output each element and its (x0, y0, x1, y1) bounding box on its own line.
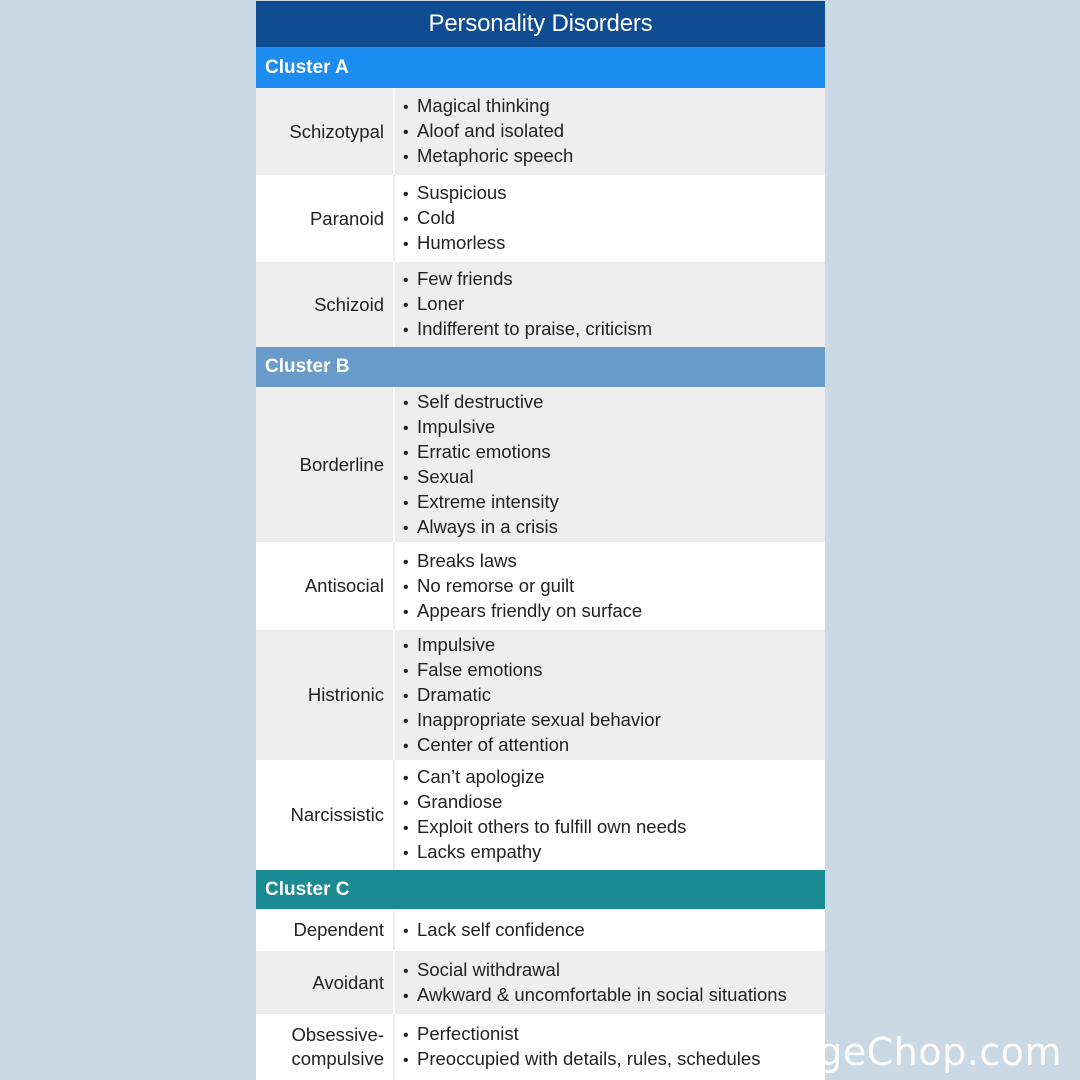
disorder-row-histrionic (256, 630, 825, 760)
disorder-row-paranoid (256, 175, 825, 262)
trait-item: • No remorse or guilt (403, 574, 575, 596)
disorder-name: Dependent (256, 909, 395, 951)
trait-item: • Self destructive (403, 390, 544, 412)
trait-item: • Lack self confidence (403, 918, 585, 940)
trait-item: • Metaphoric speech (403, 145, 574, 166)
disorder-row-obsessive-compulsive (256, 1014, 825, 1080)
trait-item: • Sexual (403, 465, 474, 487)
trait-item: • Impulsive (403, 633, 496, 655)
disorder-name: Schizotypal (256, 88, 395, 175)
disorder-row-borderline (256, 387, 825, 542)
cluster-b-label: Cluster B (265, 356, 350, 377)
personality-disorders-table (256, 1, 825, 1080)
disorder-row-schizoid (256, 262, 825, 347)
disorder-name: Borderline (256, 387, 395, 542)
trait-item: • Lacks empathy (403, 841, 542, 862)
trait-item: • Humorless (403, 232, 506, 253)
trait-list (395, 909, 825, 951)
trait-list (395, 175, 825, 262)
trait-item: • False emotions (403, 658, 543, 680)
cluster-c-header (256, 870, 825, 909)
trait-item: • Awkward & uncomfortable in social situations (403, 983, 787, 1005)
trait-item: • Inappropriate sexual behavior (403, 708, 661, 730)
cluster-a-label: Cluster A (265, 56, 349, 78)
trait-list (395, 88, 825, 175)
trait-item: • Appears friendly on surface (403, 599, 643, 621)
cluster-a-header (256, 47, 825, 88)
disorder-name: Antisocial (256, 542, 395, 630)
watermark: dgeChop.com (793, 1030, 1062, 1074)
disorder-row-narcissistic (256, 760, 825, 870)
trait-list (395, 760, 825, 870)
trait-item: • Preoccupied with details, rules, schedules (403, 1048, 761, 1069)
trait-item: • Magical thinking (403, 95, 550, 116)
disorder-name: Schizoid (256, 262, 395, 347)
trait-item: • Exploit others to fulfill own needs (403, 816, 687, 837)
trait-item: • Always in a crisis (403, 515, 558, 537)
trait-item: • Suspicious (403, 182, 507, 203)
trait-item: • Erratic emotions (403, 440, 551, 462)
trait-list (395, 542, 825, 630)
cluster-c-label: Cluster C (265, 878, 350, 900)
trait-list (395, 262, 825, 347)
trait-item: • Center of attention (403, 733, 570, 755)
trait-item: • Indifferent to praise, criticism (403, 318, 653, 339)
disorder-name: Obsessive-compulsive (256, 1014, 395, 1080)
trait-list (395, 1014, 825, 1080)
trait-item: • Impulsive (403, 415, 496, 437)
trait-item: • Dramatic (403, 683, 492, 705)
trait-item: • Few friends (403, 268, 513, 289)
trait-item: • Social withdrawal (403, 958, 560, 980)
cluster-b-header (256, 347, 825, 387)
disorder-row-schizotypal (256, 88, 825, 175)
trait-item: • Can’t apologize (403, 766, 545, 787)
trait-item: • Perfectionist (403, 1023, 519, 1044)
trait-item: • Breaks laws (403, 549, 517, 571)
table-title: Personality Disorders (256, 1, 825, 47)
trait-list (395, 951, 825, 1014)
trait-list (395, 387, 825, 542)
trait-item: • Extreme intensity (403, 490, 559, 512)
disorder-row-antisocial (256, 542, 825, 630)
trait-item: • Grandiose (403, 791, 503, 812)
trait-item: • Loner (403, 293, 465, 314)
trait-item: • Cold (403, 207, 456, 228)
disorder-row-avoidant (256, 951, 825, 1014)
disorder-name: Histrionic (256, 630, 395, 760)
trait-item: • Aloof and isolated (403, 120, 565, 141)
disorder-name: Narcissistic (256, 760, 395, 870)
disorder-row-dependent (256, 909, 825, 951)
trait-list (395, 630, 825, 760)
disorder-name: Avoidant (256, 951, 395, 1014)
disorder-name: Paranoid (256, 175, 395, 262)
